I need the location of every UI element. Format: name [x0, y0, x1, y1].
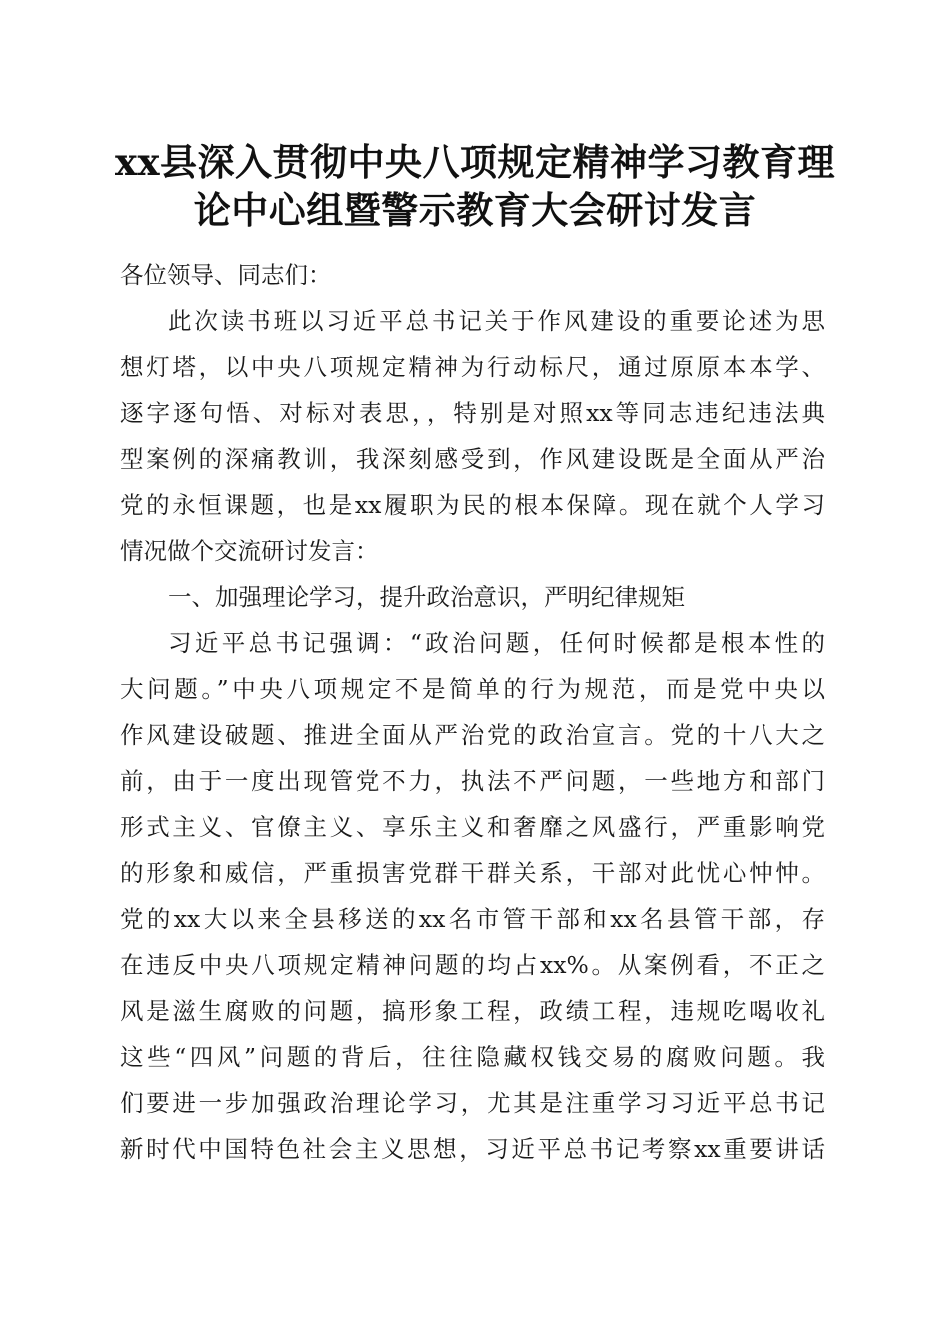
paragraph-2-line: 作风建设破题、推进全面从严治党的政治宣言。党的十八大之: [120, 721, 825, 749]
paragraph-2-line: 们要进一步加强政治理论学习，尤其是注重学习习近平总书记: [120, 1089, 825, 1117]
paragraph-2-line: 习近平总书记强调：“政治问题，任何时候都是根本性的: [168, 629, 825, 657]
paragraph-2-line: 的形象和威信，严重损害党群干群关系，干部对此忧心忡忡。: [120, 859, 825, 887]
document-title: [100, 138, 850, 234]
paragraph-1-line: 党的永恒课题，也是xx履职为民的根本保障。现在就个人学习: [120, 491, 825, 519]
document-body: [120, 252, 825, 1172]
paragraph-1-line: 逐字逐句悟、对标对表思，，特别是对照xx等同志违纪违法典: [120, 399, 825, 427]
title-line-2: 论中心组暨警示教育大会研讨发言: [193, 188, 757, 232]
paragraph-2-line: 在违反中央八项规定精神问题的均占xx%。从案例看，不正之: [120, 951, 825, 979]
paragraph-2-line: 风是滋生腐败的问题，搞形象工程，政绩工程，违规吃喝收礼: [120, 997, 825, 1025]
paragraph-2-line: 党的xx大以来全县移送的xx名市管干部和xx名县管干部，存: [120, 905, 825, 933]
title-line-1: xx县深入贯彻中央八项规定精神学习教育理: [114, 140, 836, 184]
paragraph-2-line: 这些“四风”问题的背后，往往隐藏权钱交易的腐败问题。我: [120, 1043, 825, 1071]
paragraph-1-line: 此次读书班以习近平总书记关于作风建设的重要论述为思: [168, 307, 825, 335]
paragraph-1-line: 想灯塔，以中央八项规定精神为行动标尺，通过原原本本学、: [120, 353, 825, 381]
paragraph-2-line: 大问题。”中央八项规定不是简单的行为规范，而是党中央以: [120, 675, 825, 703]
paragraph-1-line: 情况做个交流研讨发言：: [120, 537, 379, 565]
salutation: 各位领导、同志们：: [120, 261, 332, 289]
paragraph-1-line: 型案例的深痛教训，我深刻感受到，作风建设既是全面从严治: [120, 445, 825, 473]
paragraph-2-line: 形式主义、官僚主义、享乐主义和奢靡之风盛行，严重影响党: [120, 813, 825, 841]
section-heading-1: 一、加强理论学习，提升政治意识，严明纪律规矩: [168, 583, 685, 611]
paragraph-2-line: 新时代中国特色社会主义思想，习近平总书记考察xx重要讲话: [120, 1135, 825, 1163]
paragraph-2-line: 前，由于一度出现管党不力，执法不严问题，一些地方和部门: [120, 767, 825, 795]
